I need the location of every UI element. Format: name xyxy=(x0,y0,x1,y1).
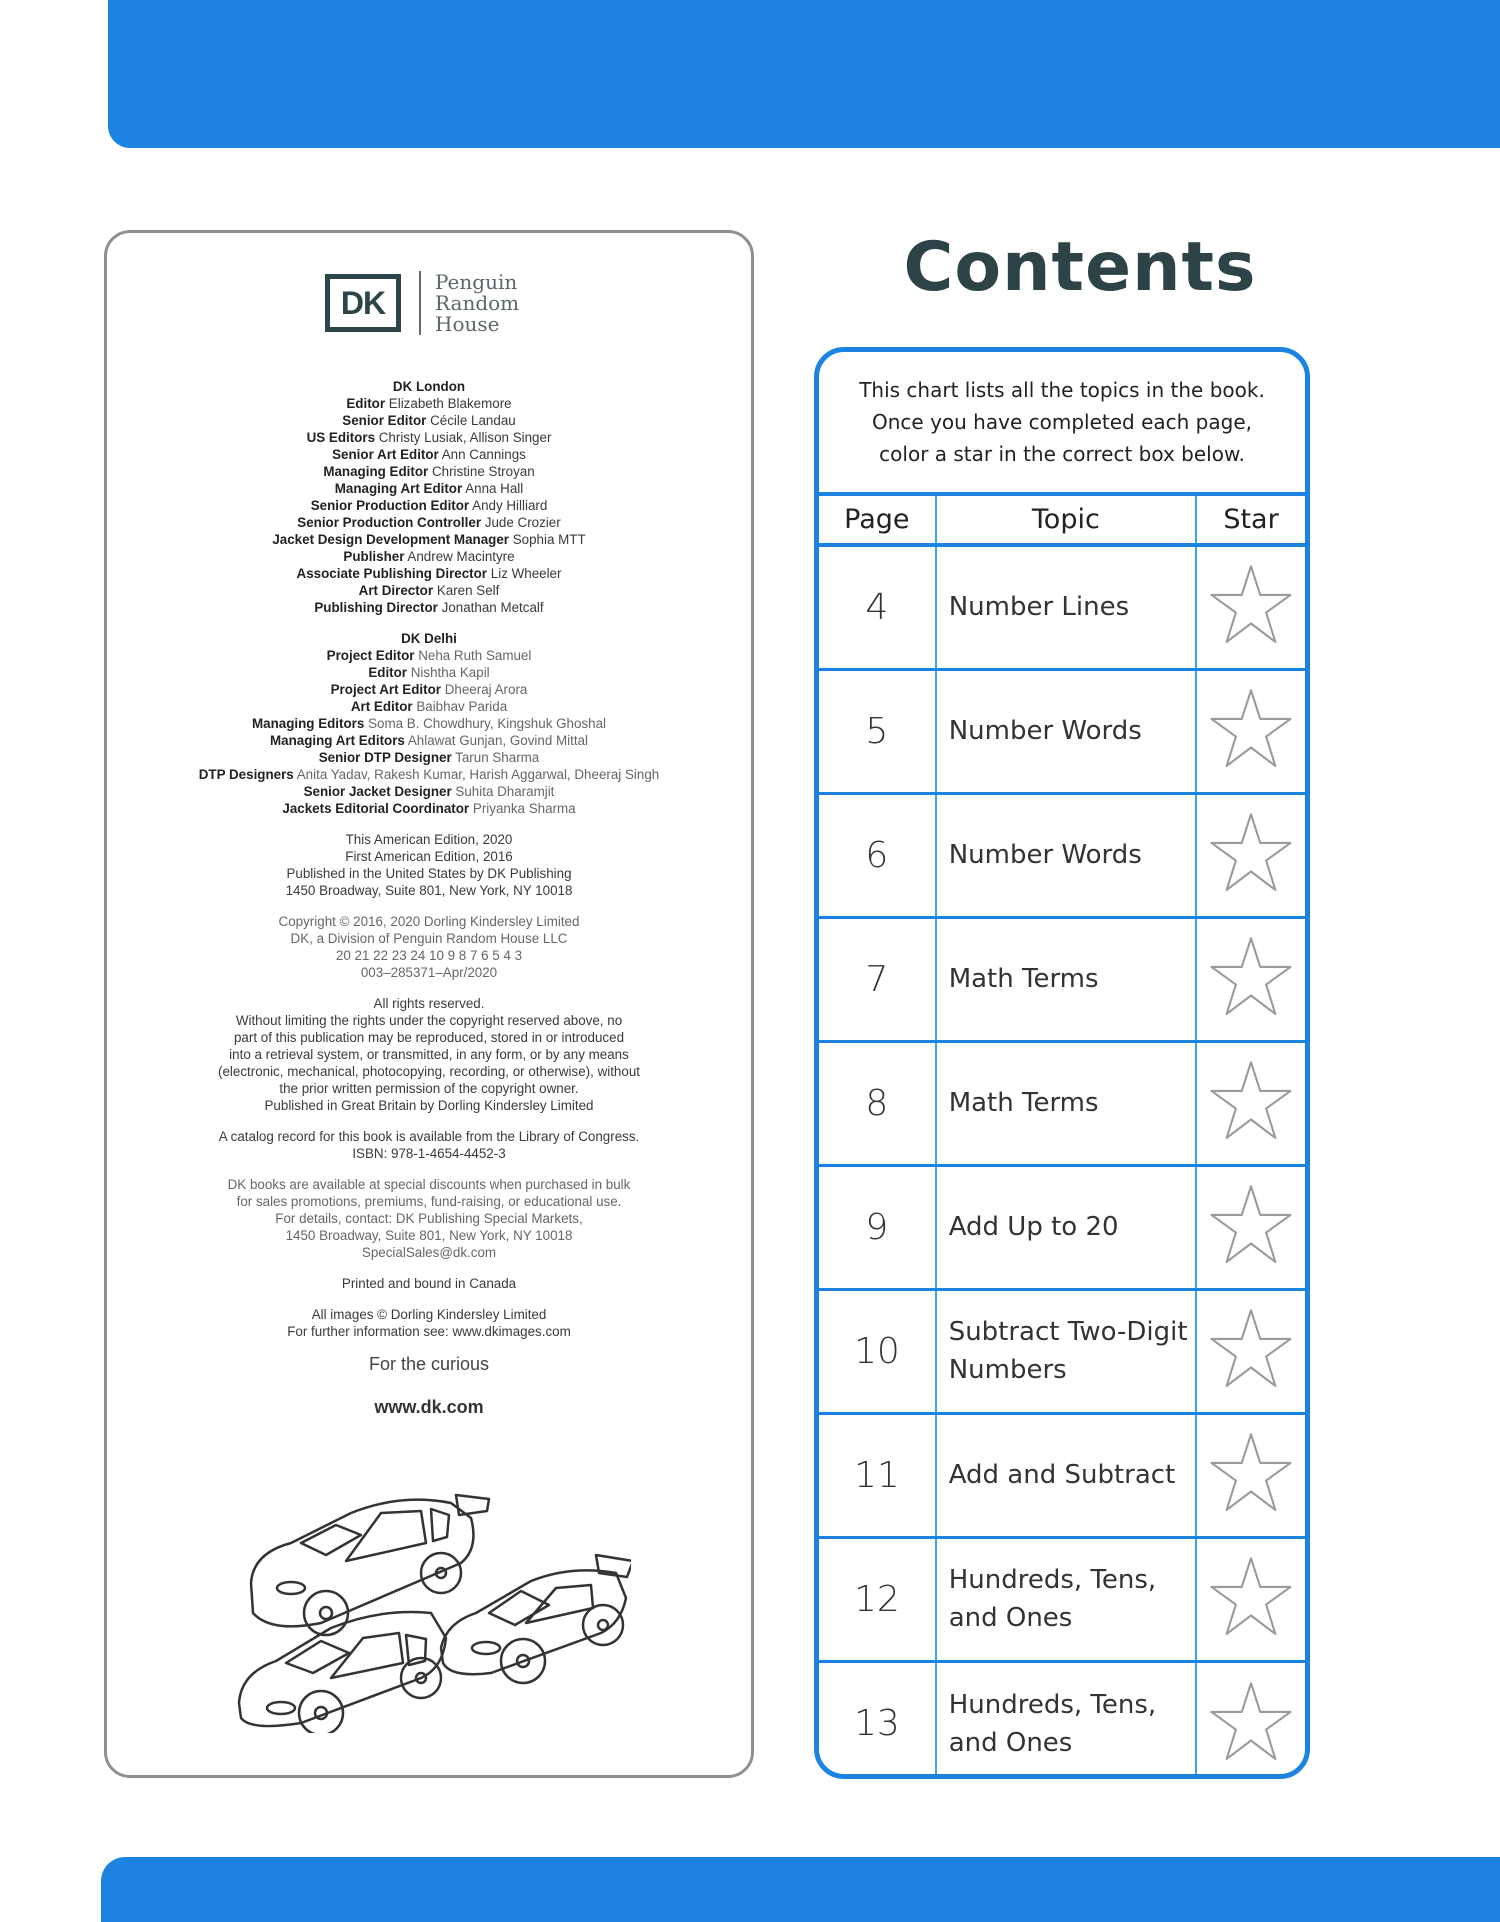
credit-line xyxy=(107,497,751,514)
sales-line: For details, contact: DK Publishing Special Markets, xyxy=(275,1211,583,1226)
credit-name: Tarun Sharma xyxy=(455,750,540,765)
page-number: 7 xyxy=(819,917,936,1041)
topic-name: Hundreds, Tens, and Ones xyxy=(936,1661,1196,1779)
star-outline-icon[interactable] xyxy=(1209,1128,1293,1147)
credit-role: Editor xyxy=(346,396,386,411)
credit-name: Nishtha Kapil xyxy=(410,665,490,680)
page-number: 8 xyxy=(819,1041,936,1165)
credit-name: Cécile Landau xyxy=(430,413,516,428)
credit-role: Senior Jacket Designer xyxy=(303,784,452,799)
chart-instructions: This chart lists all the topics in the book. Once you have completed each page, color a star in the correct box below. xyxy=(859,378,1265,466)
table-row xyxy=(819,545,1305,669)
sales-line: for sales promotions, premiums, fund-raising, or educational use. xyxy=(236,1194,622,1209)
credit-role: Senior Production Controller xyxy=(297,515,482,530)
credit-line xyxy=(107,565,751,582)
contents-chart xyxy=(814,347,1310,1779)
edition-line: Published in the United States by DK Publishing xyxy=(286,866,572,881)
star-outline-icon[interactable] xyxy=(1209,1004,1293,1023)
race-cars-illustration xyxy=(231,1473,631,1733)
credit-name: Baibhav Parida xyxy=(416,699,508,714)
bottom-color-band xyxy=(101,1857,1500,1922)
star-box[interactable] xyxy=(1196,669,1305,793)
star-outline-icon[interactable] xyxy=(1209,632,1293,651)
credit-line xyxy=(107,681,751,698)
credit-line xyxy=(107,664,751,681)
credit-name: Neha Ruth Samuel xyxy=(418,648,532,663)
credit-role: US Editors xyxy=(306,430,376,445)
edition-info xyxy=(107,831,751,899)
rights-line: All rights reserved. xyxy=(373,996,485,1011)
credit-role: Art Editor xyxy=(350,699,413,714)
table-row xyxy=(819,1289,1305,1413)
images-info xyxy=(107,1306,751,1340)
page-number: 11 xyxy=(819,1413,936,1537)
page-number: 4 xyxy=(819,545,936,669)
contents-table xyxy=(819,492,1305,1779)
page-number: 12 xyxy=(819,1537,936,1661)
sales-line: DK books are available at special discounts when purchased in bulk xyxy=(227,1177,631,1192)
images-line: All images © Dorling Kindersley Limited xyxy=(311,1307,547,1322)
star-box[interactable] xyxy=(1196,1289,1305,1413)
images-line: For further information see: www.dkimages.com xyxy=(287,1324,571,1339)
table-row xyxy=(819,669,1305,793)
dk-delhi-credits: DK Delhi Project Editor Neha Ruth Samuel Editor Nishtha Kapil Project Art Editor Dheeraj Arora Art Editor Baibhav Parida Managing Editors Soma B. Chowdhury, Kingshuk Ghoshal Managing Art Editors Ahlawat Gunjan, Govind Mittal Senior DTP Designer Tarun Sharma DTP Designers Anita Yadav, Rakesh Kumar, Harish Aggarwal, Dheeraj Singh Senior Jacket Designer Suhita Dharamjit Jackets Editorial Coordinator Priyanka Sharma xyxy=(107,630,751,817)
credit-role: Senior Art Editor xyxy=(332,447,439,462)
rights-info xyxy=(107,995,751,1114)
credit-name: Andy Hilliard xyxy=(472,498,548,513)
dk-logo-icon: DK xyxy=(325,274,401,332)
catalog-line: A catalog record for this book is available from the Library of Congress. xyxy=(218,1129,640,1144)
credit-role: Senior DTP Designer xyxy=(318,750,452,765)
website-link[interactable]: www.dk.com xyxy=(374,1397,484,1417)
star-box[interactable] xyxy=(1196,1661,1305,1779)
credit-line xyxy=(107,480,751,497)
star-box[interactable] xyxy=(1196,1041,1305,1165)
credit-role: Managing Editors xyxy=(251,716,365,731)
dk-london-credits: DK London Editor Elizabeth Blakemore Senior Editor Cécile Landau US Editors Christy Lusiak, Allison Singer Senior Art Editor Ann Cannings Managing Editor Christine Stroyan Managing Art Editor Anna Hall Senior Production Editor Andy Hilliard Senior Production Controller Jude Crozier Jacket Design Development Manager Sophia MTT Publisher Andrew Macintyre Associate Publishing Director Liz Wheeler Art Director Karen Self Publishing Director Jonathan Metcalf xyxy=(107,378,751,616)
star-box[interactable] xyxy=(1196,1165,1305,1289)
rights-line: into a retrieval system, or transmitted, in any form, or by any means xyxy=(229,1047,629,1062)
credit-name: Jonathan Metcalf xyxy=(441,600,544,615)
credit-line xyxy=(107,463,751,480)
topic-name: Math Terms xyxy=(936,917,1196,1041)
credit-role: Project Editor xyxy=(326,648,415,663)
star-box[interactable] xyxy=(1196,545,1305,669)
credit-line xyxy=(107,514,751,531)
credit-role: Senior Production Editor xyxy=(310,498,470,513)
credit-name: Karen Self xyxy=(436,583,500,598)
star-box[interactable] xyxy=(1196,1537,1305,1661)
credit-line xyxy=(107,732,751,749)
credit-name: Soma B. Chowdhury, Kingshuk Ghoshal xyxy=(368,716,606,731)
credit-line xyxy=(107,531,751,548)
credit-role: DTP Designers xyxy=(198,767,294,782)
sales-line: SpecialSales@dk.com xyxy=(361,1245,497,1260)
credit-role: Jackets Editorial Coordinator xyxy=(282,801,470,816)
table-row xyxy=(819,1661,1305,1779)
credit-role: Managing Art Editor xyxy=(334,481,463,496)
sales-line: 1450 Broadway, Suite 801, New York, NY 10018 xyxy=(285,1228,573,1243)
credit-line xyxy=(107,412,751,429)
credit-line xyxy=(107,446,751,463)
star-outline-icon[interactable] xyxy=(1209,1376,1293,1395)
credit-name: Priyanka Sharma xyxy=(472,801,576,816)
credit-name: Anita Yadav, Rakesh Kumar, Harish Aggarwal, Dheeraj Singh xyxy=(296,767,660,782)
credit-role: Managing Art Editors xyxy=(269,733,405,748)
top-color-band xyxy=(108,0,1500,148)
credit-name: Jude Crozier xyxy=(484,515,561,530)
credit-line xyxy=(107,766,751,783)
star-outline-icon[interactable] xyxy=(1209,756,1293,775)
credit-role: Publishing Director xyxy=(314,600,438,615)
table-row xyxy=(819,1537,1305,1661)
edition-line: This American Edition, 2020 xyxy=(345,832,513,847)
topic-name: Number Words xyxy=(936,793,1196,917)
credit-line xyxy=(107,698,751,715)
credit-line xyxy=(107,647,751,664)
penguin-random-house-wordmark: Penguin Random House xyxy=(435,269,520,336)
credit-role: Senior Editor xyxy=(342,413,427,428)
credit-name: Elizabeth Blakemore xyxy=(388,396,512,411)
star-outline-icon[interactable] xyxy=(1209,1500,1293,1519)
edition-line: 1450 Broadway, Suite 801, New York, NY 10018 xyxy=(285,883,573,898)
publisher-logo xyxy=(325,269,565,337)
table-row xyxy=(819,917,1305,1041)
edition-line: First American Edition, 2016 xyxy=(345,849,513,864)
credit-line xyxy=(107,783,751,800)
catalog-info xyxy=(107,1128,751,1162)
tagline: For the curious xyxy=(368,1354,490,1374)
copyright-line: 20 21 22 23 24 10 9 8 7 6 5 4 3 xyxy=(335,948,523,963)
rights-line: Without limiting the rights under the copyright reserved above, no xyxy=(235,1013,623,1028)
topic-name: Math Terms xyxy=(936,1041,1196,1165)
topic-name: Hundreds, Tens, and Ones xyxy=(936,1537,1196,1661)
topic-name: Add Up to 20 xyxy=(936,1165,1196,1289)
copyright-line: DK, a Division of Penguin Random House LLC xyxy=(290,931,568,946)
credit-line xyxy=(107,800,751,817)
credit-line xyxy=(107,599,751,616)
star-box[interactable] xyxy=(1196,917,1305,1041)
page-number: 6 xyxy=(819,793,936,917)
credit-line xyxy=(107,715,751,732)
credit-name: Sophia MTT xyxy=(512,532,586,547)
page-number: 5 xyxy=(819,669,936,793)
star-outline-icon[interactable] xyxy=(1209,1252,1293,1271)
credit-name: Suhita Dharamjit xyxy=(455,784,555,799)
credit-line xyxy=(107,749,751,766)
credit-line xyxy=(107,395,751,412)
rights-line: (electronic, mechanical, photocopying, recording, or otherwise), without xyxy=(217,1064,640,1079)
credit-line xyxy=(107,582,751,599)
star-outline-icon[interactable] xyxy=(1209,1749,1293,1768)
credit-role: Art Director xyxy=(358,583,434,598)
credit-name: Liz Wheeler xyxy=(490,566,562,581)
rights-line: the prior written permission of the copyright owner. xyxy=(279,1081,579,1096)
page-number: 10 xyxy=(819,1289,936,1413)
credit-role: Managing Editor xyxy=(323,464,429,479)
star-outline-icon[interactable] xyxy=(1209,880,1293,899)
topic-name: Add and Subtract xyxy=(936,1413,1196,1537)
credit-role: Publisher xyxy=(343,549,405,564)
credit-role: Project Art Editor xyxy=(330,682,441,697)
credit-name: Ahlawat Gunjan, Govind Mittal xyxy=(407,733,588,748)
logo-divider xyxy=(419,271,421,335)
credit-name: Christy Lusiak, Allison Singer xyxy=(378,430,552,445)
page-number: 13 xyxy=(819,1661,936,1779)
table-row xyxy=(819,793,1305,917)
catalog-line: ISBN: 978-1-4654-4452-3 xyxy=(352,1146,506,1161)
credit-role: Associate Publishing Director xyxy=(296,566,488,581)
credit-name: Christine Stroyan xyxy=(431,464,535,479)
star-box[interactable] xyxy=(1196,1413,1305,1537)
topic-name: Number Words xyxy=(936,669,1196,793)
copyright-info xyxy=(107,913,751,981)
column-header-topic: Topic xyxy=(936,494,1196,545)
special-sales-info xyxy=(107,1176,751,1261)
credit-name: Anna Hall xyxy=(465,481,524,496)
printed-info: Printed and bound in Canada xyxy=(341,1276,517,1291)
contents-title: Contents xyxy=(903,228,1257,307)
credit-name: Andrew Macintyre xyxy=(407,549,515,564)
star-box[interactable] xyxy=(1196,793,1305,917)
table-row xyxy=(819,1413,1305,1537)
copyright-line: Copyright © 2016, 2020 Dorling Kindersley Limited xyxy=(278,914,580,929)
copyright-line: 003–285371–Apr/2020 xyxy=(360,965,498,980)
imprint-panel xyxy=(104,230,754,1778)
rights-line: part of this publication may be reproduced, stored in or introduced xyxy=(233,1030,625,1045)
star-outline-icon[interactable] xyxy=(1209,1624,1293,1643)
credit-line xyxy=(107,429,751,446)
table-row xyxy=(819,1041,1305,1165)
credit-line xyxy=(107,548,751,565)
column-header-page: Page xyxy=(819,494,936,545)
credit-name: Ann Cannings xyxy=(441,447,526,462)
credit-role: Editor xyxy=(368,665,408,680)
rights-line: Published in Great Britain by Dorling Kindersley Limited xyxy=(264,1098,594,1113)
credit-name: Dheeraj Arora xyxy=(444,682,528,697)
credit-role: Jacket Design Development Manager xyxy=(272,532,509,547)
topic-name: Subtract Two-Digit Numbers xyxy=(936,1289,1196,1413)
credits-block xyxy=(107,378,751,1416)
topic-name: Number Lines xyxy=(936,545,1196,669)
column-header-star: Star xyxy=(1196,494,1305,545)
page-number: 9 xyxy=(819,1165,936,1289)
table-row xyxy=(819,1165,1305,1289)
